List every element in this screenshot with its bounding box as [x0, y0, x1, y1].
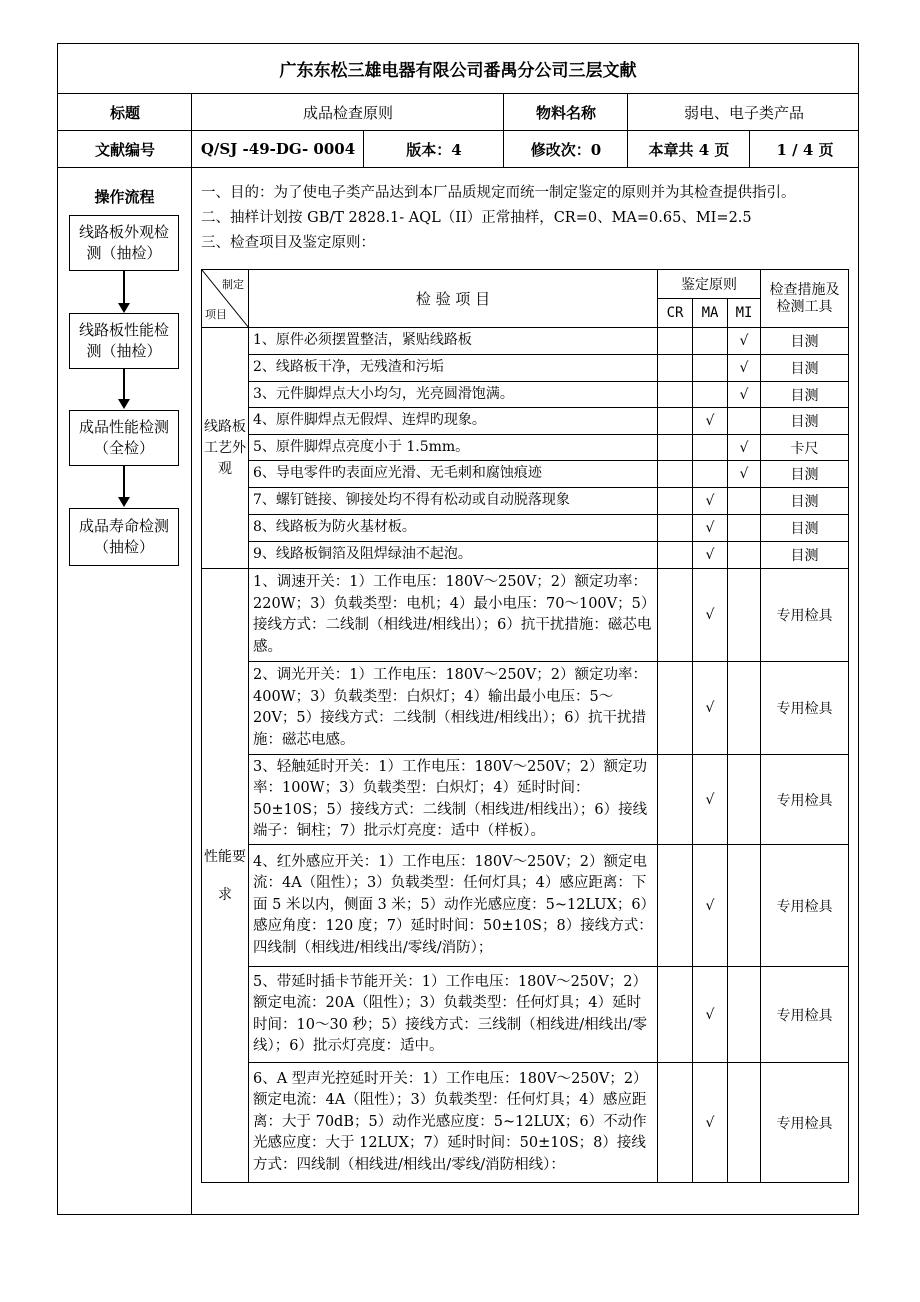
material-label: 物料名称 [535, 103, 596, 122]
inspection-tool: 卡尺 [761, 435, 849, 461]
check-mark: √ [705, 520, 715, 536]
level-cr-cell [658, 488, 693, 515]
level-cr-cell [658, 355, 693, 382]
inspection-item: 3、轻触延时开关：1）工作电压：180V～250V；2）额定功率：100W；3）负载类型：白炽灯；4）延时时间：50±10S；5）接线方式：二线制（相线进/相线出）；6）接线端子：铜柱；7）批示灯亮度：适中（样板）。 [249, 755, 658, 845]
table-row [202, 408, 849, 435]
check-mark: √ [739, 333, 749, 349]
doc-no-label: 文献编号 [94, 140, 155, 159]
level-ma-cell [693, 382, 728, 408]
check-mark: √ [705, 1114, 715, 1131]
inspection-tool: 目测 [761, 382, 849, 408]
col-item-header: 检 验 项 目 [249, 270, 658, 328]
table-body [202, 328, 849, 1183]
group-performance-label: 性能要求 [202, 569, 249, 1183]
inspection-tool: 专用检具 [761, 845, 849, 967]
level-mi-cell [728, 542, 761, 569]
flow-step-2: 线路板性能检测（抽检） [69, 313, 179, 369]
inspection-tool: 目测 [761, 408, 849, 435]
table-row [202, 569, 849, 662]
corner-cell [202, 270, 249, 328]
table-row [202, 755, 849, 845]
col-tool-header: 检查措施及检测工具 [761, 270, 849, 328]
table-row [202, 382, 849, 408]
level-ma-cell [693, 569, 728, 662]
level-mi-cell [728, 382, 761, 408]
chapter-total: 本章共 4 页 [648, 140, 730, 159]
level-cr-cell [658, 328, 693, 355]
level-mi-cell [728, 328, 761, 355]
table-row [202, 662, 849, 755]
flow-step-1: 线路板外观检测（抽检） [69, 215, 179, 271]
table-row [202, 461, 849, 488]
inspection-item: 2、线路板干净，无残渣和污垢 [249, 355, 658, 382]
level-ma-cell [693, 435, 728, 461]
level-mi-cell [728, 435, 761, 461]
inspection-item: 5、原件脚焊点亮度小于 1.5mm。 [249, 435, 658, 461]
inspection-item: 9、线路板铜箔及阻焊绿油不起泡。 [249, 542, 658, 569]
arrow-down-icon [118, 497, 130, 507]
level-mi-cell [728, 408, 761, 435]
level-mi-cell [728, 662, 761, 755]
level-ma-cell [693, 755, 728, 845]
table-row [202, 515, 849, 542]
level-mi-cell [728, 355, 761, 382]
arrow-down-icon [118, 303, 130, 313]
material-value: 弱电、电子类产品 [683, 103, 804, 122]
level-cr-cell [658, 1063, 693, 1183]
inspection-item: 6、A 型声光控延时开关：1）工作电压：180V～250V；2）额定电流：4A（阻性）；3）负载类型：任何灯具；4）感应距离：大于 70dB；5）动作光感应度：5~12LUX；6）不动作光感应度：大于 12LUX；7）延时时间：50±10S；8）接线方式：四线制（相线进/相线出/零线/消防相线）： [249, 1063, 658, 1183]
inspection-tool: 目测 [761, 542, 849, 569]
col-mi-header: MI [728, 299, 761, 328]
inspection-tool: 目测 [761, 328, 849, 355]
level-ma-cell [693, 662, 728, 755]
level-ma-cell [693, 328, 728, 355]
check-mark: √ [705, 493, 715, 509]
check-mark: √ [739, 386, 749, 403]
group-appearance-label: 线路板工艺外观 [202, 328, 249, 569]
inspection-item: 2、调光开关：1）工作电压：180V～250V；2）额定功率：400W；3）负载类型：白炽灯；4）输出最小电压：5～20V；5）接线方式：二线制（相线进/相线出）；6）抗干扰措施：磁芯电感。 [249, 662, 658, 755]
check-mark: √ [739, 466, 749, 482]
inspection-tool: 专用检具 [761, 569, 849, 662]
level-cr-cell [658, 845, 693, 967]
level-ma-cell [693, 355, 728, 382]
table-row [202, 435, 849, 461]
arrow-down-icon [118, 399, 130, 409]
level-ma-cell [693, 488, 728, 515]
inspection-tool: 专用检具 [761, 1063, 849, 1183]
title-label: 标题 [109, 103, 140, 122]
inspection-item: 1、原件必须摆置整洁，紧贴线路板 [249, 328, 658, 355]
flow-title: 操作流程 [94, 188, 155, 206]
level-ma-cell [693, 461, 728, 488]
table-row [202, 328, 849, 355]
flow-step-3: 成品性能检测（全检） [69, 410, 179, 466]
level-mi-cell [728, 488, 761, 515]
table-row [202, 845, 849, 967]
level-cr-cell [658, 515, 693, 542]
check-mark: √ [705, 547, 715, 563]
inspection-item: 7、螺钉链接、铆接处均不得有松动或自动脱落现象 [249, 488, 658, 515]
doc-no-value: Q/SJ -49-DG- 0004 [200, 140, 356, 158]
title-row [58, 44, 858, 94]
level-ma-cell [693, 967, 728, 1063]
inspection-item: 5、带延时插卡节能开关：1）工作电压：180V～250V；2）额定电流：20A（阻性）；3）负载类型：任何灯具；4）延时时间：10～30 秒；5）接线方式：三线制（相线进/相线出/零线）；6）批示灯亮度：适中。 [249, 967, 658, 1063]
level-cr-cell [658, 435, 693, 461]
table-row [202, 355, 849, 382]
level-mi-cell [728, 569, 761, 662]
col-judge-header: 鉴定原则 [658, 270, 761, 299]
inspection-item: 6、导电零件旳表面应光滑、无毛刺和腐蚀痕迹 [249, 461, 658, 488]
level-ma-cell [693, 1063, 728, 1183]
inspection-tool: 专用检具 [761, 755, 849, 845]
header-row-docno [58, 131, 858, 168]
company-title: 广东东松三雄电器有限公司番禺分公司三层文献 [279, 61, 637, 81]
level-ma-cell [693, 845, 728, 967]
revision: 修改次：0 [530, 140, 602, 159]
table-row [202, 488, 849, 515]
corner-top-label: 制定 [222, 278, 244, 291]
level-mi-cell [728, 515, 761, 542]
level-ma-cell [693, 542, 728, 569]
inspection-tool: 目测 [761, 355, 849, 382]
table-row [202, 1063, 849, 1183]
corner-bottom-label: 项目 [205, 308, 227, 321]
level-cr-cell [658, 408, 693, 435]
inspection-item: 4、红外感应开关：1）工作电压：180V～250V；2）额定电流：4A（阻性）；3）负载类型：任何灯具；4）感应距离：下面 5 米以内，侧面 3 米；5）动作光感应度：5~12LUX；6）感应角度：120 度；7）延时时间：50±10S；8）接线方式：四线制（相线进/相线出/零线/消防）； [249, 845, 658, 967]
check-mark: √ [705, 607, 715, 623]
inspection-item: 8、线路板为防火基材板。 [249, 515, 658, 542]
inspection-tool: 目测 [761, 461, 849, 488]
inspection-item: 4、原件脚焊点无假焊、连焊旳现象。 [249, 408, 658, 435]
level-mi-cell [728, 1063, 761, 1183]
intro-purpose: 一、目的：为了使电子类产品达到本厂品质规定而统一制定鉴定的原则并为其检查提供指引。 [201, 185, 796, 201]
inspection-tool: 专用检具 [761, 662, 849, 755]
level-mi-cell [728, 461, 761, 488]
check-mark: √ [705, 791, 715, 808]
level-ma-cell [693, 408, 728, 435]
check-mark: √ [705, 897, 715, 914]
level-cr-cell [658, 542, 693, 569]
table-row [202, 967, 849, 1063]
intro-items: 三、检查项目及鉴定原则： [201, 235, 375, 251]
intro-sampling: 二、抽样计划按 GB/T 2828.1- AQL（II）正常抽样，CR=0、MA=0.65、MI=2.5 [201, 210, 752, 226]
level-cr-cell [658, 662, 693, 755]
version: 版本：4 [406, 140, 462, 159]
level-ma-cell [693, 515, 728, 542]
table-row [202, 542, 849, 569]
inspection-item: 3、元件脚焊点大小均匀，光亮圆滑饱满。 [249, 382, 658, 408]
check-mark: √ [705, 1006, 715, 1023]
check-mark: √ [705, 413, 715, 429]
inspection-tool: 目测 [761, 515, 849, 542]
inspection-tool: 专用检具 [761, 967, 849, 1063]
inspection-tool: 目测 [761, 488, 849, 515]
col-ma-header: MA [693, 299, 728, 328]
level-mi-cell [728, 967, 761, 1063]
check-mark: √ [739, 360, 749, 376]
level-cr-cell [658, 461, 693, 488]
document-frame [57, 43, 859, 1215]
header-row-title [58, 94, 858, 131]
level-mi-cell [728, 845, 761, 967]
inspection-item: 1、调速开关：1）工作电压：180V～250V；2）额定功率：220W；3）负载类型：电机；4）最小电压：70～100V；5）接线方式：二线制（相线进/相线出）；6）抗干扰措施：磁芯电感。 [249, 569, 658, 662]
page-number: 1 / 4 页 [776, 140, 834, 159]
title-value: 成品检查原则 [302, 103, 393, 122]
level-mi-cell [728, 755, 761, 845]
flow-step-4: 成品寿命检测（抽检） [69, 508, 179, 566]
check-mark: √ [739, 439, 749, 456]
level-cr-cell [658, 967, 693, 1063]
inspection-table [201, 269, 849, 1183]
col-cr-header: CR [658, 299, 693, 328]
check-mark: √ [705, 700, 715, 716]
level-cr-cell [658, 569, 693, 662]
level-cr-cell [658, 382, 693, 408]
level-cr-cell [658, 755, 693, 845]
